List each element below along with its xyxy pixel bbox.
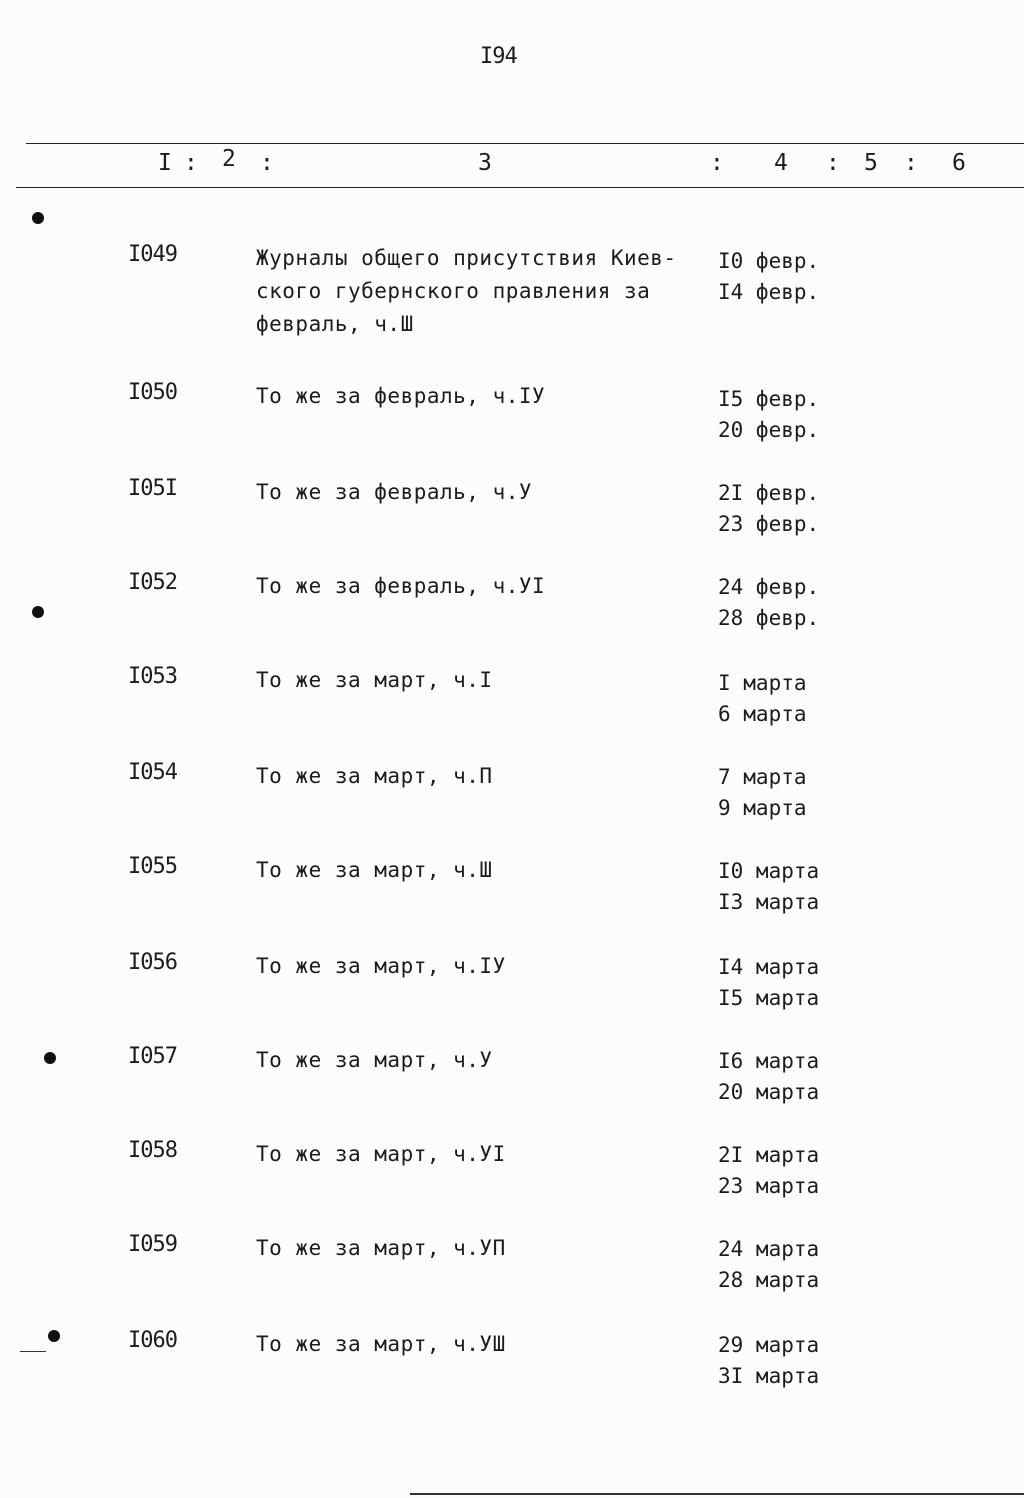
- entry-dates: [718, 478, 819, 540]
- entry-title: То же за март, ч.У: [256, 1048, 493, 1072]
- date-end: I4 февр.: [718, 280, 820, 304]
- column-separator: :: [904, 150, 918, 176]
- column-header-6: 6: [952, 150, 966, 176]
- date-start: 24 марта: [718, 1237, 820, 1261]
- column-separator: :: [260, 150, 274, 176]
- date-start: I0 марта: [718, 859, 820, 883]
- entry-dates: [718, 762, 807, 824]
- date-start: I4 марта: [718, 955, 820, 979]
- entry-number: I054: [128, 760, 177, 785]
- date-end: 20 февр.: [718, 418, 820, 442]
- column-header-5: 5: [864, 150, 878, 176]
- entry-number: I056: [128, 950, 177, 975]
- punch-hole-mark: [32, 606, 44, 618]
- date-start: 2I февр.: [718, 481, 820, 505]
- entry-title: То же за март, ч.УП: [256, 1236, 506, 1260]
- entry-title: То же за март, ч.УШ: [256, 1332, 506, 1356]
- column-separator: :: [826, 150, 840, 176]
- entry-dates: [718, 952, 819, 1014]
- date-start: 7 марта: [718, 765, 807, 789]
- date-start: I6 марта: [718, 1049, 820, 1073]
- date-start: I марта: [718, 671, 807, 695]
- date-end: 23 февр.: [718, 512, 820, 536]
- entry-title: То же за март, ч.IУ: [256, 954, 506, 978]
- date-start: I0 февр.: [718, 249, 820, 273]
- entry-dates: [718, 668, 807, 730]
- date-end: 3I марта: [718, 1364, 820, 1388]
- column-header-2: 2: [222, 146, 236, 172]
- entry-number: I049: [128, 242, 177, 267]
- date-start: 2I марта: [718, 1143, 820, 1167]
- margin-stroke-mark: [20, 1351, 46, 1352]
- entry-title: То же за март, ч.П: [256, 764, 493, 788]
- column-separator: :: [710, 150, 724, 176]
- punch-hole-mark: [44, 1052, 56, 1064]
- entry-dates: [718, 1330, 819, 1392]
- page-number: I94: [480, 44, 517, 69]
- entry-number: I059: [128, 1232, 177, 1257]
- entry-number: I057: [128, 1044, 177, 1069]
- entry-dates: [718, 1140, 819, 1202]
- entry-title: То же за март, ч.I: [256, 668, 493, 692]
- date-end: 20 марта: [718, 1080, 820, 1104]
- punch-hole-mark: [32, 212, 44, 224]
- entry-title: То же за февраль, ч.У: [256, 480, 533, 504]
- entry-dates: [718, 572, 819, 634]
- entry-number: I050: [128, 380, 177, 405]
- punch-hole-mark: [48, 1330, 60, 1342]
- date-end: 9 марта: [718, 796, 807, 820]
- table-top-rule: [26, 143, 1024, 144]
- date-end: 28 февр.: [718, 606, 820, 630]
- entry-title: То же за март, ч.УI: [256, 1142, 506, 1166]
- column-header-3: 3: [478, 150, 492, 176]
- date-end: 6 марта: [718, 702, 807, 726]
- column-header-1: I: [158, 150, 172, 176]
- date-start: I5 февр.: [718, 387, 820, 411]
- entry-dates: [718, 1234, 819, 1296]
- entry-title: То же за февраль, ч.IУ: [256, 384, 546, 408]
- date-end: I5 марта: [718, 986, 820, 1010]
- entry-title: Журналы общего присутствия Киев- ского губернского правления за февраль, ч.Ш: [256, 246, 677, 336]
- entry-number: I058: [128, 1138, 177, 1163]
- column-header-4: 4: [774, 150, 788, 176]
- entry-number: I05I: [128, 476, 177, 501]
- entry-dates: [718, 856, 819, 918]
- table-header-rule: [16, 187, 1024, 188]
- entry-title: То же за февраль, ч.УI: [256, 574, 546, 598]
- entry-number: I060: [128, 1328, 177, 1353]
- date-end: I3 марта: [718, 890, 820, 914]
- column-separator: :: [184, 150, 198, 176]
- entry-dates: [718, 246, 819, 308]
- entry-dates: [718, 1046, 819, 1108]
- date-start: 29 марта: [718, 1333, 820, 1357]
- date-end: 28 марта: [718, 1268, 820, 1292]
- entry-number: I052: [128, 570, 177, 595]
- date-end: 23 марта: [718, 1174, 820, 1198]
- date-start: 24 февр.: [718, 575, 820, 599]
- entry-dates: [718, 384, 819, 446]
- entry-title: То же за март, ч.Ш: [256, 858, 493, 882]
- entry-number: I053: [128, 664, 177, 689]
- entry-number: I055: [128, 854, 177, 879]
- page-bottom-edge: [410, 1493, 1024, 1495]
